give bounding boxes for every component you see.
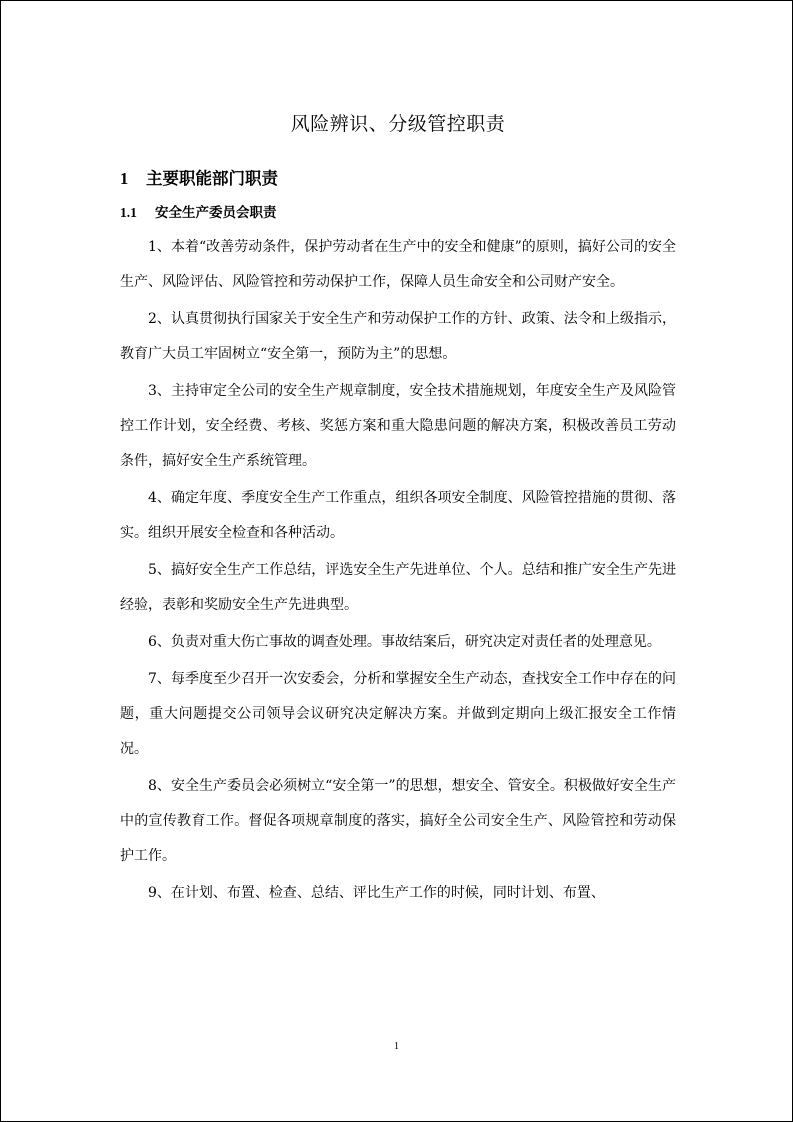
paragraph-7: 7、每季度至少召开一次安委会，分析和掌握安全生产动态，查找安全工作中存在的问题，重大问题提交公司领导会议研究决定解决方案。并做到定期向上级汇报安全工作情况。	[120, 671, 676, 757]
section-title: 主要职能部门职责	[146, 169, 278, 188]
subsection-title: 安全生产委员会职责	[155, 205, 277, 221]
page-number: 1	[394, 1041, 399, 1052]
document-title: 风险辨识、分级管控职责	[290, 113, 506, 135]
paragraph-5: 5、搞好安全生产工作总结，评选安全生产先进单位、个人。总结和推广安全生产先进经验，表彰和奖励安全生产先进典型。	[120, 562, 676, 613]
section-heading	[120, 164, 676, 194]
paragraph-8: 8、安全生产委员会必须树立“安全第一”的思想，想安全、管安全。积极做好安全生产中的宣传教育工作。督促各项规章制度的落实，搞好全公司安全生产、风险管控和劳动保护工作。	[120, 778, 676, 864]
paragraph-6: 6、负责对重大伤亡事故的调查处理。事故结案后，研究决定对责任者的处理意见。	[148, 634, 661, 650]
subsection-number: 1.1	[120, 205, 137, 220]
paragraph-9: 9、在计划、布置、检查、总结、评比生产工作的时候，同时计划、布置、	[148, 885, 605, 901]
paragraph-4: 4、确定年度、季度安全生产工作重点，组织各项安全制度、风险管控措施的贯彻、落实。组织开展安全检查和各种活动。	[120, 490, 676, 541]
paragraph-3: 3、主持审定全公司的安全生产规章制度，安全技术措施规划，年度安全生产及风险管控工作计划，安全经费、考核、奖惩方案和重大隐患问题的解决方案，积极改善员工劳动条件，搞好安全生产系统管理。	[120, 383, 676, 469]
subsection-heading	[120, 200, 676, 226]
paragraph-2: 2、认真贯彻执行国家关于安全生产和劳动保护工作的方针、政策、法令和上级指示，教育广大员工牢固树立“安全第一，预防为主”的思想。	[120, 311, 676, 362]
section-number: 1	[120, 169, 129, 188]
page-content	[120, 107, 676, 913]
paragraph-1: 1、本着“改善劳动条件，保护劳动者在生产中的安全和健康”的原则，搞好公司的安全生产、风险评估、风险管控和劳动保护工作，保障人员生命安全和公司财产安全。	[120, 239, 676, 290]
